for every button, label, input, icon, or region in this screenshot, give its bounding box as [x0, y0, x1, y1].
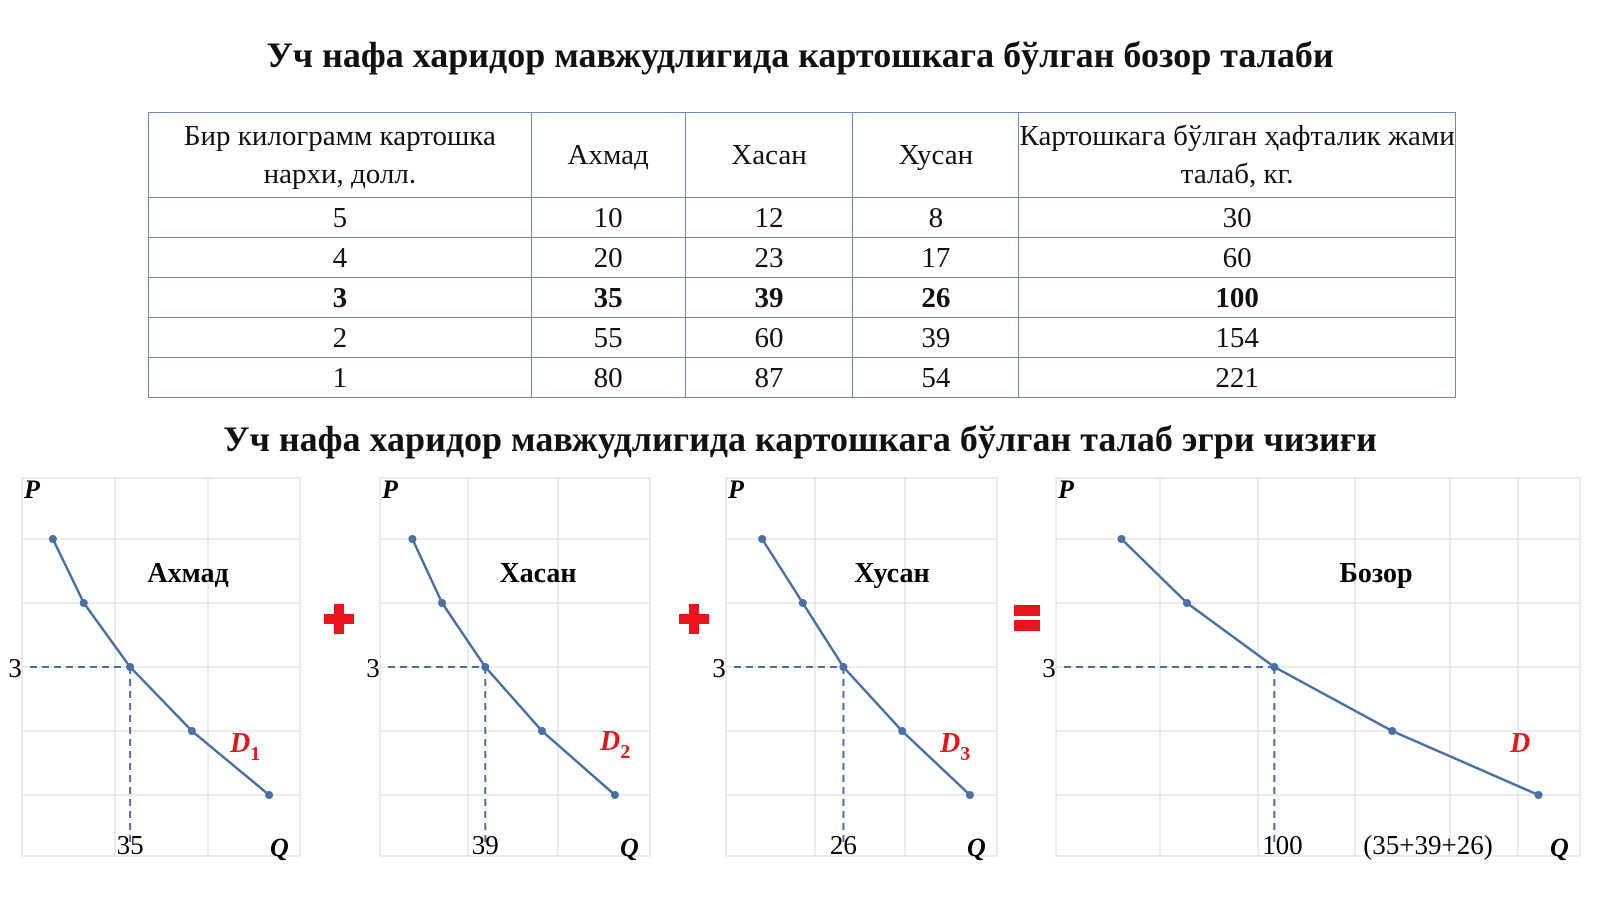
data-point — [538, 727, 546, 735]
table-cell: 20 — [531, 238, 685, 278]
header-khusan: Хусан — [853, 113, 1019, 198]
data-point — [1183, 599, 1191, 607]
data-point — [49, 535, 57, 543]
table-cell: 26 — [853, 278, 1019, 318]
data-point — [839, 663, 847, 671]
charts-title: Уч нафа харидор мавжудлигида картошкага бўлган талаб эгри чизиғи — [223, 419, 1377, 459]
series-name: Хусан — [854, 558, 930, 589]
sum-note: (35+39+26) — [1363, 830, 1493, 860]
curve-label-subscript: 2 — [620, 741, 631, 763]
x-axis-label: Q — [1550, 833, 1569, 862]
x-tick-label: 39 — [471, 830, 499, 860]
curve-label-subscript: 3 — [960, 743, 971, 765]
data-point — [1270, 663, 1278, 671]
data-point — [758, 535, 766, 543]
header-total: Картошкага бўлган ҳафталик жами талаб, кг. — [1019, 113, 1456, 198]
table-cell: 5 — [149, 198, 532, 238]
series-name: Ахмад — [147, 558, 229, 589]
table-cell: 100 — [1019, 278, 1456, 318]
data-point — [126, 663, 134, 671]
table-cell: 221 — [1019, 358, 1456, 398]
table-cell: 10 — [531, 198, 685, 238]
y-tick-label: 3 — [712, 653, 726, 683]
table-cell: 35 — [531, 278, 685, 318]
table-cell: 39 — [685, 278, 853, 318]
y-tick-label: 3 — [366, 653, 380, 683]
header-akhmad: Ахмад — [531, 113, 685, 198]
y-tick-label: 3 — [8, 653, 22, 683]
x-axis-label: Q — [967, 833, 986, 862]
table-cell: 2 — [149, 318, 532, 358]
x-tick-label: 26 — [829, 830, 857, 860]
data-point — [481, 663, 489, 671]
curve-label: $D_1$ — [230, 728, 261, 765]
y-tick-label: 3 — [1042, 653, 1056, 683]
curve-label: D — [1510, 728, 1531, 759]
table-cell: 39 — [853, 318, 1019, 358]
curve-label: $D_2$ — [600, 726, 631, 763]
table-cell: 60 — [685, 318, 853, 358]
equals-icon — [1014, 605, 1040, 616]
data-point — [265, 791, 273, 799]
table-cell: 1 — [149, 358, 532, 398]
equals-icon — [1014, 620, 1040, 631]
data-point — [408, 535, 416, 543]
data-point — [1535, 791, 1543, 799]
table-cell: 54 — [853, 358, 1019, 398]
data-point — [611, 791, 619, 799]
table-cell: 4 — [149, 238, 532, 278]
table-cell: 12 — [685, 198, 853, 238]
table-cell: 8 — [853, 198, 1019, 238]
table-cell: 23 — [685, 238, 853, 278]
curve-label: $D_3$ — [940, 728, 971, 765]
x-axis-label: Q — [270, 833, 289, 862]
table-cell: 80 — [531, 358, 685, 398]
header-khasan: Хасан — [685, 113, 853, 198]
table-cell: 17 — [853, 238, 1019, 278]
data-point — [438, 599, 446, 607]
header-price: Бир килограмм картошка нархи, долл. — [149, 113, 532, 198]
table-cell: 87 — [685, 358, 853, 398]
series-name: Бозор — [1339, 558, 1413, 589]
data-point — [1388, 727, 1396, 735]
y-axis-label: P — [382, 475, 398, 504]
y-axis-label: P — [728, 475, 744, 504]
curve-label-subscript: 1 — [250, 743, 261, 765]
x-tick-label: 100 — [1262, 830, 1303, 860]
table-cell: 3 — [149, 278, 532, 318]
table-cell: 30 — [1019, 198, 1456, 238]
data-point — [966, 791, 974, 799]
table-cell: 55 — [531, 318, 685, 358]
data-point — [188, 727, 196, 735]
table-cell: 154 — [1019, 318, 1456, 358]
data-point — [799, 599, 807, 607]
x-tick-label: 35 — [116, 830, 144, 860]
y-axis-label: P — [24, 475, 40, 504]
data-point — [1118, 535, 1126, 543]
table-title: Уч нафа харидор мавжудлигида картошкага бўлган бозор талаби — [266, 35, 1334, 75]
data-point — [80, 599, 88, 607]
x-axis-label: Q — [620, 833, 639, 862]
plus-icon — [324, 604, 354, 634]
series-name: Хасан — [499, 558, 577, 589]
y-axis-label: P — [1058, 475, 1074, 504]
plus-icon — [679, 604, 709, 634]
data-point — [898, 727, 906, 735]
table-cell: 60 — [1019, 238, 1456, 278]
